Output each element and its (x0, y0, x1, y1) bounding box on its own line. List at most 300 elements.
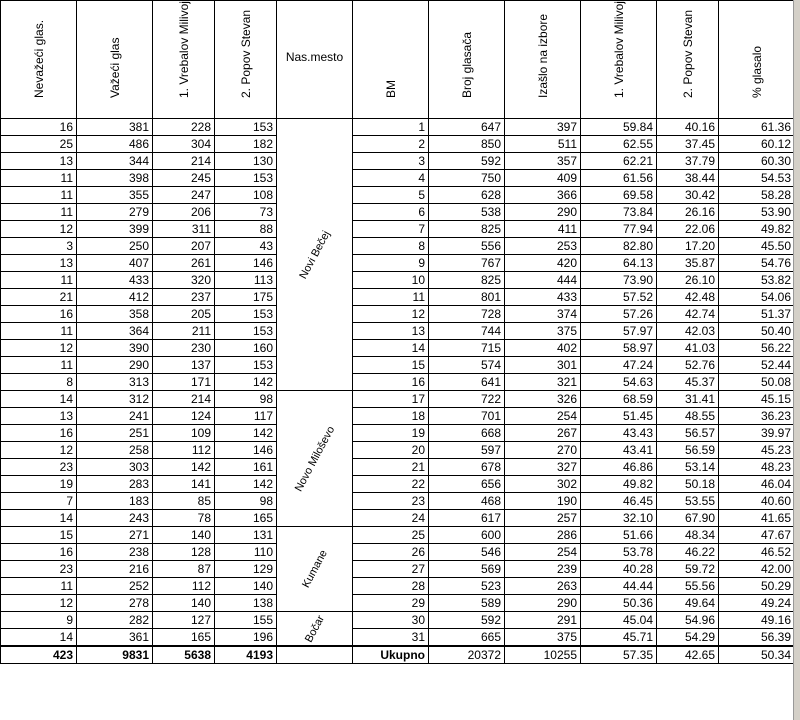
cell-glasalo[interactable]: 50.08 (719, 374, 795, 391)
cell-glasalo[interactable]: 53.82 (719, 272, 795, 289)
cell-vazeci[interactable]: 251 (77, 425, 153, 442)
cell-izaslo[interactable]: 291 (505, 612, 581, 629)
cell-bm[interactable]: 27 (353, 561, 429, 578)
cell-izaslo[interactable]: 374 (505, 306, 581, 323)
cell-bm[interactable]: 19 (353, 425, 429, 442)
cell-vazeci[interactable]: 358 (77, 306, 153, 323)
cell-vrebalov-votes[interactable]: 214 (153, 391, 215, 408)
cell-vrebalov-pct[interactable]: 49.82 (581, 476, 657, 493)
cell-vazeci[interactable]: 252 (77, 578, 153, 595)
cell-vazeci[interactable]: 398 (77, 170, 153, 187)
cell-izaslo[interactable]: 433 (505, 289, 581, 306)
cell-vazeci[interactable]: 279 (77, 204, 153, 221)
cell-popov-pct[interactable]: 59.72 (657, 561, 719, 578)
total-nevazeci[interactable]: 423 (1, 646, 77, 664)
total-popov-votes[interactable]: 4193 (215, 646, 277, 664)
cell-broj[interactable]: 556 (429, 238, 505, 255)
cell-broj[interactable]: 767 (429, 255, 505, 272)
cell-popov-pct[interactable]: 41.03 (657, 340, 719, 357)
cell-popov-pct[interactable]: 26.16 (657, 204, 719, 221)
cell-popov-votes[interactable]: 117 (215, 408, 277, 425)
cell-vazeci[interactable]: 399 (77, 221, 153, 238)
cell-popov-votes[interactable]: 142 (215, 374, 277, 391)
cell-izaslo[interactable]: 326 (505, 391, 581, 408)
total-vrebalov-pct[interactable]: 57.35 (581, 646, 657, 664)
cell-place[interactable] (277, 119, 353, 391)
cell-izaslo[interactable]: 444 (505, 272, 581, 289)
cell-glasalo[interactable]: 58.28 (719, 187, 795, 204)
cell-popov-pct[interactable]: 67.90 (657, 510, 719, 527)
cell-vazeci[interactable]: 412 (77, 289, 153, 306)
cell-vrebalov-pct[interactable]: 45.71 (581, 629, 657, 647)
cell-vrebalov-pct[interactable]: 44.44 (581, 578, 657, 595)
cell-glasalo[interactable]: 45.50 (719, 238, 795, 255)
cell-vazeci[interactable]: 361 (77, 629, 153, 647)
cell-popov-pct[interactable]: 52.76 (657, 357, 719, 374)
cell-bm[interactable]: 12 (353, 306, 429, 323)
cell-broj[interactable]: 546 (429, 544, 505, 561)
cell-vazeci[interactable]: 486 (77, 136, 153, 153)
cell-izaslo[interactable]: 267 (505, 425, 581, 442)
cell-vrebalov-pct[interactable]: 62.21 (581, 153, 657, 170)
cell-bm[interactable]: 4 (353, 170, 429, 187)
cell-popov-pct[interactable]: 53.55 (657, 493, 719, 510)
header-vrebalov-pct[interactable] (581, 1, 657, 119)
cell-glasalo[interactable]: 47.67 (719, 527, 795, 544)
cell-glasalo[interactable]: 41.65 (719, 510, 795, 527)
cell-vazeci[interactable]: 283 (77, 476, 153, 493)
header-broj[interactable] (429, 1, 505, 119)
total-vazeci[interactable]: 9831 (77, 646, 153, 664)
cell-vazeci[interactable]: 364 (77, 323, 153, 340)
cell-nevazeci[interactable]: 15 (1, 527, 77, 544)
cell-broj[interactable]: 600 (429, 527, 505, 544)
cell-izaslo[interactable]: 239 (505, 561, 581, 578)
cell-vrebalov-votes[interactable]: 127 (153, 612, 215, 629)
cell-vazeci[interactable]: 407 (77, 255, 153, 272)
cell-izaslo[interactable]: 327 (505, 459, 581, 476)
cell-popov-pct[interactable]: 42.74 (657, 306, 719, 323)
cell-vazeci[interactable]: 290 (77, 357, 153, 374)
cell-vrebalov-pct[interactable]: 32.10 (581, 510, 657, 527)
cell-popov-pct[interactable]: 46.22 (657, 544, 719, 561)
cell-izaslo[interactable]: 357 (505, 153, 581, 170)
cell-nevazeci[interactable]: 16 (1, 425, 77, 442)
cell-izaslo[interactable]: 254 (505, 544, 581, 561)
cell-vrebalov-votes[interactable]: 142 (153, 459, 215, 476)
cell-glasalo[interactable]: 56.39 (719, 629, 795, 647)
cell-izaslo[interactable]: 402 (505, 340, 581, 357)
cell-vrebalov-pct[interactable]: 51.66 (581, 527, 657, 544)
cell-broj[interactable]: 468 (429, 493, 505, 510)
cell-bm[interactable]: 22 (353, 476, 429, 493)
cell-glasalo[interactable]: 48.23 (719, 459, 795, 476)
cell-popov-votes[interactable]: 142 (215, 425, 277, 442)
cell-place[interactable] (277, 391, 353, 527)
cell-vrebalov-votes[interactable]: 78 (153, 510, 215, 527)
cell-popov-votes[interactable]: 131 (215, 527, 277, 544)
cell-vrebalov-votes[interactable]: 261 (153, 255, 215, 272)
cell-vrebalov-pct[interactable]: 50.36 (581, 595, 657, 612)
cell-vrebalov-pct[interactable]: 61.56 (581, 170, 657, 187)
cell-broj[interactable]: 801 (429, 289, 505, 306)
cell-bm[interactable]: 9 (353, 255, 429, 272)
cell-vazeci[interactable]: 390 (77, 340, 153, 357)
cell-izaslo[interactable]: 190 (505, 493, 581, 510)
cell-place[interactable] (277, 527, 353, 612)
cell-glasalo[interactable]: 51.37 (719, 306, 795, 323)
cell-popov-votes[interactable]: 129 (215, 561, 277, 578)
cell-nevazeci[interactable]: 14 (1, 629, 77, 647)
cell-popov-pct[interactable]: 30.42 (657, 187, 719, 204)
header-izaslo[interactable] (505, 1, 581, 119)
cell-nevazeci[interactable]: 12 (1, 221, 77, 238)
cell-popov-votes[interactable]: 142 (215, 476, 277, 493)
cell-popov-votes[interactable]: 196 (215, 629, 277, 647)
cell-popov-votes[interactable]: 43 (215, 238, 277, 255)
cell-vrebalov-pct[interactable]: 73.90 (581, 272, 657, 289)
cell-glasalo[interactable]: 45.15 (719, 391, 795, 408)
cell-nevazeci[interactable]: 13 (1, 255, 77, 272)
cell-bm[interactable]: 15 (353, 357, 429, 374)
cell-nevazeci[interactable]: 23 (1, 459, 77, 476)
cell-vrebalov-pct[interactable]: 54.63 (581, 374, 657, 391)
cell-broj[interactable]: 722 (429, 391, 505, 408)
cell-popov-votes[interactable]: 73 (215, 204, 277, 221)
cell-vrebalov-votes[interactable]: 228 (153, 119, 215, 136)
cell-glasalo[interactable]: 49.24 (719, 595, 795, 612)
cell-popov-pct[interactable]: 37.45 (657, 136, 719, 153)
cell-vrebalov-pct[interactable]: 53.78 (581, 544, 657, 561)
cell-nevazeci[interactable]: 11 (1, 272, 77, 289)
cell-popov-votes[interactable]: 113 (215, 272, 277, 289)
cell-vazeci[interactable]: 243 (77, 510, 153, 527)
cell-izaslo[interactable]: 290 (505, 204, 581, 221)
cell-vrebalov-votes[interactable]: 206 (153, 204, 215, 221)
cell-broj[interactable]: 647 (429, 119, 505, 136)
cell-popov-pct[interactable]: 45.37 (657, 374, 719, 391)
cell-popov-pct[interactable]: 22.06 (657, 221, 719, 238)
cell-bm[interactable]: 3 (353, 153, 429, 170)
cell-vrebalov-pct[interactable]: 64.13 (581, 255, 657, 272)
cell-glasalo[interactable]: 50.40 (719, 323, 795, 340)
cell-vazeci[interactable]: 303 (77, 459, 153, 476)
cell-vrebalov-votes[interactable]: 205 (153, 306, 215, 323)
cell-vrebalov-votes[interactable]: 230 (153, 340, 215, 357)
cell-broj[interactable]: 678 (429, 459, 505, 476)
cell-bm[interactable]: 7 (353, 221, 429, 238)
cell-izaslo[interactable]: 257 (505, 510, 581, 527)
cell-bm[interactable]: 10 (353, 272, 429, 289)
cell-glasalo[interactable]: 46.52 (719, 544, 795, 561)
cell-glasalo[interactable]: 50.29 (719, 578, 795, 595)
cell-glasalo[interactable]: 54.53 (719, 170, 795, 187)
cell-vrebalov-votes[interactable]: 245 (153, 170, 215, 187)
cell-glasalo[interactable]: 36.23 (719, 408, 795, 425)
cell-vrebalov-votes[interactable]: 171 (153, 374, 215, 391)
cell-vrebalov-pct[interactable]: 40.28 (581, 561, 657, 578)
cell-vrebalov-pct[interactable]: 77.94 (581, 221, 657, 238)
total-glasalo-pct[interactable]: 50.34 (719, 646, 795, 664)
cell-vrebalov-pct[interactable]: 59.84 (581, 119, 657, 136)
cell-vrebalov-votes[interactable]: 112 (153, 442, 215, 459)
cell-broj[interactable]: 701 (429, 408, 505, 425)
cell-izaslo[interactable]: 263 (505, 578, 581, 595)
cell-nevazeci[interactable]: 3 (1, 238, 77, 255)
cell-popov-votes[interactable]: 165 (215, 510, 277, 527)
cell-popov-pct[interactable]: 37.79 (657, 153, 719, 170)
cell-vrebalov-votes[interactable]: 141 (153, 476, 215, 493)
cell-izaslo[interactable]: 409 (505, 170, 581, 187)
cell-nevazeci[interactable]: 12 (1, 442, 77, 459)
cell-broj[interactable]: 592 (429, 612, 505, 629)
total-label[interactable]: Ukupno (353, 646, 429, 664)
cell-vrebalov-votes[interactable]: 247 (153, 187, 215, 204)
cell-vrebalov-votes[interactable]: 137 (153, 357, 215, 374)
cell-vazeci[interactable]: 282 (77, 612, 153, 629)
cell-popov-pct[interactable]: 31.41 (657, 391, 719, 408)
cell-nevazeci[interactable]: 11 (1, 204, 77, 221)
cell-bm[interactable]: 23 (353, 493, 429, 510)
cell-popov-votes[interactable]: 130 (215, 153, 277, 170)
cell-bm[interactable]: 5 (353, 187, 429, 204)
cell-vazeci[interactable]: 433 (77, 272, 153, 289)
cell-broj[interactable]: 668 (429, 425, 505, 442)
cell-bm[interactable]: 13 (353, 323, 429, 340)
header-nevazeci[interactable] (1, 1, 77, 119)
cell-broj[interactable]: 574 (429, 357, 505, 374)
cell-vazeci[interactable]: 238 (77, 544, 153, 561)
cell-popov-votes[interactable]: 153 (215, 119, 277, 136)
cell-vrebalov-votes[interactable]: 304 (153, 136, 215, 153)
cell-vrebalov-pct[interactable]: 45.04 (581, 612, 657, 629)
cell-popov-votes[interactable]: 108 (215, 187, 277, 204)
cell-popov-votes[interactable]: 138 (215, 595, 277, 612)
cell-vazeci[interactable]: 355 (77, 187, 153, 204)
cell-vrebalov-pct[interactable]: 62.55 (581, 136, 657, 153)
cell-glasalo[interactable]: 39.97 (719, 425, 795, 442)
total-vrebalov-votes[interactable]: 5638 (153, 646, 215, 664)
cell-bm[interactable]: 18 (353, 408, 429, 425)
cell-nevazeci[interactable]: 16 (1, 119, 77, 136)
cell-broj[interactable]: 656 (429, 476, 505, 493)
cell-vazeci[interactable]: 216 (77, 561, 153, 578)
cell-izaslo[interactable]: 366 (505, 187, 581, 204)
cell-popov-votes[interactable]: 155 (215, 612, 277, 629)
cell-bm[interactable]: 25 (353, 527, 429, 544)
cell-izaslo[interactable]: 290 (505, 595, 581, 612)
cell-popov-votes[interactable]: 88 (215, 221, 277, 238)
cell-vrebalov-pct[interactable]: 43.41 (581, 442, 657, 459)
cell-nevazeci[interactable]: 14 (1, 391, 77, 408)
cell-nevazeci[interactable]: 11 (1, 323, 77, 340)
cell-vrebalov-pct[interactable]: 57.52 (581, 289, 657, 306)
header-glasalo[interactable] (719, 1, 795, 119)
cell-izaslo[interactable]: 301 (505, 357, 581, 374)
cell-popov-votes[interactable]: 161 (215, 459, 277, 476)
cell-popov-votes[interactable]: 153 (215, 306, 277, 323)
cell-vazeci[interactable]: 183 (77, 493, 153, 510)
cell-vrebalov-pct[interactable]: 43.43 (581, 425, 657, 442)
cell-nevazeci[interactable]: 9 (1, 612, 77, 629)
cell-vazeci[interactable]: 344 (77, 153, 153, 170)
cell-bm[interactable]: 31 (353, 629, 429, 647)
cell-popov-votes[interactable]: 98 (215, 493, 277, 510)
cell-bm[interactable]: 2 (353, 136, 429, 153)
cell-vazeci[interactable]: 381 (77, 119, 153, 136)
cell-izaslo[interactable]: 302 (505, 476, 581, 493)
header-vazeci[interactable] (77, 1, 153, 119)
cell-broj[interactable]: 641 (429, 374, 505, 391)
cell-bm[interactable]: 28 (353, 578, 429, 595)
cell-bm[interactable]: 8 (353, 238, 429, 255)
cell-vrebalov-votes[interactable]: 128 (153, 544, 215, 561)
header-popov-votes[interactable] (215, 1, 277, 119)
cell-glasalo[interactable]: 49.16 (719, 612, 795, 629)
cell-vrebalov-votes[interactable]: 109 (153, 425, 215, 442)
cell-broj[interactable]: 850 (429, 136, 505, 153)
cell-broj[interactable]: 750 (429, 170, 505, 187)
cell-bm[interactable]: 29 (353, 595, 429, 612)
cell-vrebalov-votes[interactable]: 214 (153, 153, 215, 170)
cell-vazeci[interactable]: 313 (77, 374, 153, 391)
cell-vrebalov-votes[interactable]: 211 (153, 323, 215, 340)
cell-vrebalov-pct[interactable]: 46.45 (581, 493, 657, 510)
cell-popov-votes[interactable]: 182 (215, 136, 277, 153)
total-popov-pct[interactable]: 42.65 (657, 646, 719, 664)
cell-nevazeci[interactable]: 19 (1, 476, 77, 493)
cell-vrebalov-votes[interactable]: 87 (153, 561, 215, 578)
cell-nevazeci[interactable]: 11 (1, 357, 77, 374)
cell-popov-votes[interactable]: 153 (215, 357, 277, 374)
cell-vrebalov-votes[interactable]: 124 (153, 408, 215, 425)
cell-vrebalov-pct[interactable]: 57.97 (581, 323, 657, 340)
cell-nevazeci[interactable]: 25 (1, 136, 77, 153)
cell-popov-votes[interactable]: 146 (215, 442, 277, 459)
cell-glasalo[interactable]: 40.60 (719, 493, 795, 510)
cell-vazeci[interactable]: 250 (77, 238, 153, 255)
cell-bm[interactable]: 21 (353, 459, 429, 476)
cell-nevazeci[interactable]: 13 (1, 408, 77, 425)
header-vrebalov-votes[interactable] (153, 1, 215, 119)
cell-broj[interactable]: 617 (429, 510, 505, 527)
cell-glasalo[interactable]: 45.23 (719, 442, 795, 459)
cell-glasalo[interactable]: 60.12 (719, 136, 795, 153)
cell-vazeci[interactable]: 258 (77, 442, 153, 459)
cell-vrebalov-votes[interactable]: 140 (153, 527, 215, 544)
cell-popov-pct[interactable]: 49.64 (657, 595, 719, 612)
cell-vrebalov-pct[interactable]: 47.24 (581, 357, 657, 374)
cell-izaslo[interactable]: 375 (505, 323, 581, 340)
cell-glasalo[interactable]: 61.36 (719, 119, 795, 136)
cell-glasalo[interactable]: 60.30 (719, 153, 795, 170)
cell-bm[interactable]: 20 (353, 442, 429, 459)
cell-vrebalov-votes[interactable]: 140 (153, 595, 215, 612)
cell-popov-votes[interactable]: 146 (215, 255, 277, 272)
cell-vrebalov-pct[interactable]: 68.59 (581, 391, 657, 408)
cell-vrebalov-pct[interactable]: 58.97 (581, 340, 657, 357)
total-broj[interactable]: 20372 (429, 646, 505, 664)
cell-bm[interactable]: 14 (353, 340, 429, 357)
cell-popov-pct[interactable]: 17.20 (657, 238, 719, 255)
cell-vrebalov-votes[interactable]: 112 (153, 578, 215, 595)
cell-bm[interactable]: 30 (353, 612, 429, 629)
cell-izaslo[interactable]: 321 (505, 374, 581, 391)
cell-nevazeci[interactable]: 16 (1, 544, 77, 561)
cell-popov-pct[interactable]: 53.14 (657, 459, 719, 476)
cell-vrebalov-votes[interactable]: 320 (153, 272, 215, 289)
cell-vrebalov-pct[interactable]: 73.84 (581, 204, 657, 221)
cell-bm[interactable]: 1 (353, 119, 429, 136)
cell-glasalo[interactable]: 52.44 (719, 357, 795, 374)
cell-popov-votes[interactable]: 153 (215, 170, 277, 187)
cell-vazeci[interactable]: 241 (77, 408, 153, 425)
cell-popov-pct[interactable]: 40.16 (657, 119, 719, 136)
cell-vazeci[interactable]: 271 (77, 527, 153, 544)
cell-glasalo[interactable]: 54.06 (719, 289, 795, 306)
cell-broj[interactable]: 523 (429, 578, 505, 595)
cell-izaslo[interactable]: 420 (505, 255, 581, 272)
cell-izaslo[interactable]: 254 (505, 408, 581, 425)
cell-vrebalov-pct[interactable]: 57.26 (581, 306, 657, 323)
cell-nevazeci[interactable]: 12 (1, 340, 77, 357)
cell-izaslo[interactable]: 253 (505, 238, 581, 255)
cell-bm[interactable]: 17 (353, 391, 429, 408)
cell-vrebalov-votes[interactable]: 165 (153, 629, 215, 647)
cell-glasalo[interactable]: 54.76 (719, 255, 795, 272)
cell-vrebalov-votes[interactable]: 85 (153, 493, 215, 510)
cell-bm[interactable]: 6 (353, 204, 429, 221)
cell-bm[interactable]: 16 (353, 374, 429, 391)
header-bm[interactable] (353, 1, 429, 119)
cell-nevazeci[interactable]: 12 (1, 595, 77, 612)
cell-glasalo[interactable]: 46.04 (719, 476, 795, 493)
cell-broj[interactable]: 538 (429, 204, 505, 221)
cell-broj[interactable]: 597 (429, 442, 505, 459)
cell-broj[interactable]: 569 (429, 561, 505, 578)
cell-nevazeci[interactable]: 7 (1, 493, 77, 510)
total-place-blank[interactable] (277, 646, 353, 664)
cell-nevazeci[interactable]: 11 (1, 187, 77, 204)
cell-broj[interactable]: 728 (429, 306, 505, 323)
cell-broj[interactable]: 715 (429, 340, 505, 357)
cell-vazeci[interactable]: 312 (77, 391, 153, 408)
cell-popov-pct[interactable]: 42.48 (657, 289, 719, 306)
cell-glasalo[interactable]: 56.22 (719, 340, 795, 357)
cell-glasalo[interactable]: 49.82 (719, 221, 795, 238)
cell-popov-votes[interactable]: 153 (215, 323, 277, 340)
cell-broj[interactable]: 665 (429, 629, 505, 647)
cell-popov-pct[interactable]: 42.03 (657, 323, 719, 340)
cell-izaslo[interactable]: 397 (505, 119, 581, 136)
cell-popov-pct[interactable]: 54.29 (657, 629, 719, 647)
cell-popov-pct[interactable]: 48.55 (657, 408, 719, 425)
cell-izaslo[interactable]: 511 (505, 136, 581, 153)
cell-nevazeci[interactable]: 16 (1, 306, 77, 323)
cell-nevazeci[interactable]: 11 (1, 578, 77, 595)
cell-izaslo[interactable]: 286 (505, 527, 581, 544)
cell-popov-pct[interactable]: 38.44 (657, 170, 719, 187)
cell-vrebalov-pct[interactable]: 69.58 (581, 187, 657, 204)
cell-vrebalov-pct[interactable]: 82.80 (581, 238, 657, 255)
cell-popov-votes[interactable]: 110 (215, 544, 277, 561)
cell-broj[interactable]: 825 (429, 221, 505, 238)
cell-popov-pct[interactable]: 55.56 (657, 578, 719, 595)
cell-izaslo[interactable]: 270 (505, 442, 581, 459)
cell-nevazeci[interactable]: 11 (1, 170, 77, 187)
cell-popov-votes[interactable]: 98 (215, 391, 277, 408)
cell-broj[interactable]: 744 (429, 323, 505, 340)
